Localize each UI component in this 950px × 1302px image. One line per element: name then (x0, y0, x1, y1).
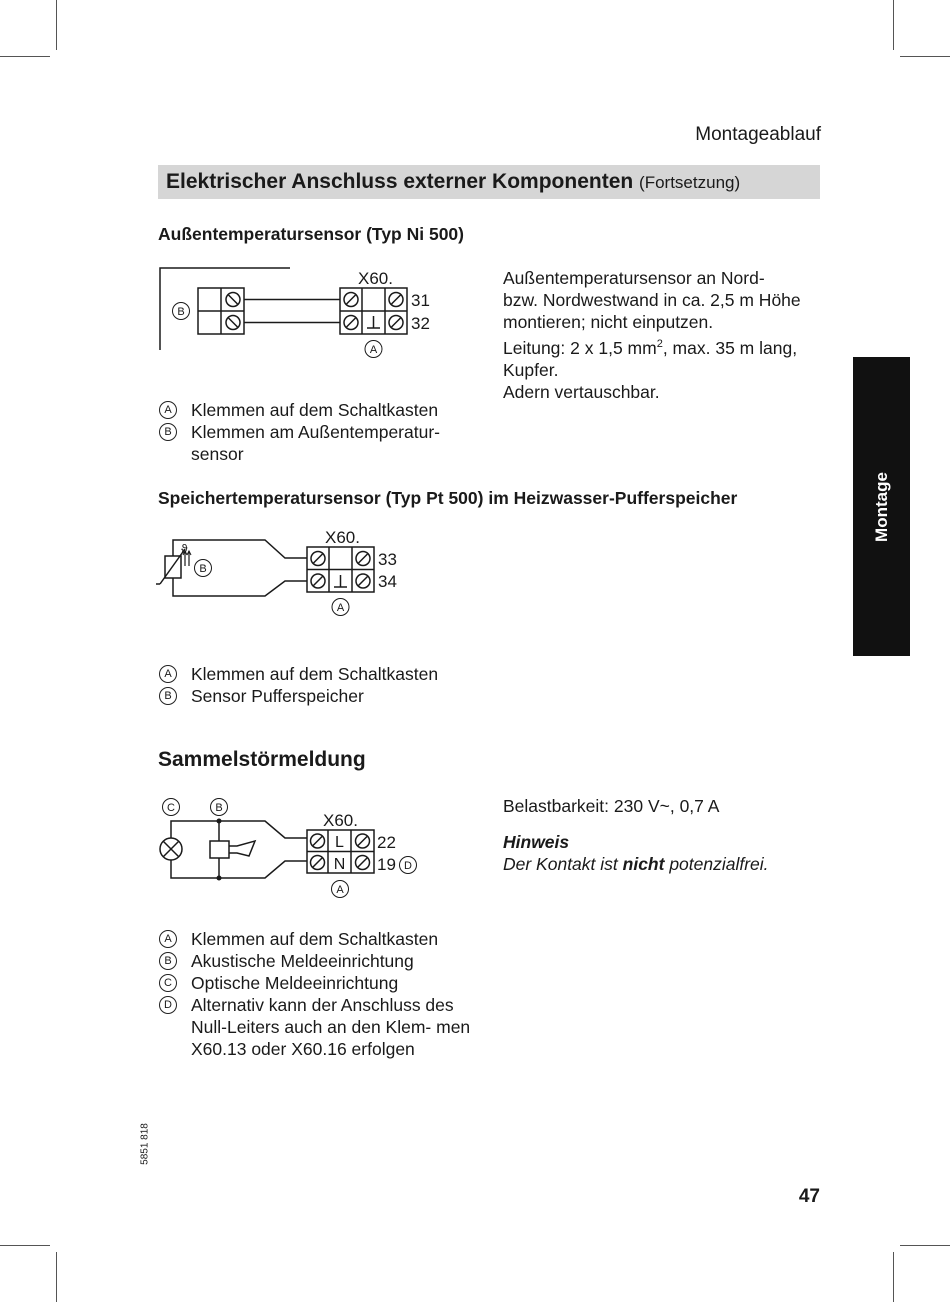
fault-marker-b: B (215, 802, 223, 814)
buffer-sensor-heading: Speichertemperatursensor (Typ Pt 500) im Heizwasser-Pufferspeicher (158, 488, 738, 508)
cable-spec-superscript: 2 (656, 338, 663, 350)
legend-text: Alternativ kann der Anschluss des Null-Leiters auch an den Klem- men X60.13 oder X60.16 erfolgen (191, 995, 471, 1059)
note-text-emphasis: nicht (622, 854, 665, 874)
cable-spec-text: Leitung: 2 x 1,5 mm (503, 337, 657, 358)
fault-marker-a: A (336, 884, 344, 896)
legend-text: Optische Meldeeinrichtung (191, 973, 399, 993)
note-text-after: potenzialfrei. (664, 854, 769, 874)
legend-marker: A (159, 665, 177, 683)
fault-signal-legend (158, 928, 488, 1060)
legend-marker: B (159, 952, 177, 970)
legend-text: Klemmen auf dem Schaltkasten (191, 664, 439, 684)
running-header: Montageablauf (695, 124, 821, 145)
legend-item (158, 950, 488, 972)
outdoor-desc-line: montieren; nicht einputzen. (503, 312, 714, 332)
side-tab-montage (853, 357, 910, 656)
buffer-sensor-wiring-diagram (155, 526, 415, 626)
crop-mark (900, 56, 950, 57)
crop-mark (900, 1245, 950, 1246)
buffer-marker-b: B (199, 563, 207, 575)
crop-mark (0, 1245, 50, 1246)
legend-marker: B (159, 687, 177, 705)
outdoor-desc-cable-line (503, 333, 833, 359)
legend-item (158, 663, 488, 685)
outdoor-desc-line: Kupfer. (503, 359, 559, 380)
legend-text: Sensor Pufferspeicher (191, 686, 364, 706)
pin-letter-n: N (333, 856, 346, 873)
buffer-sensor-legend (158, 663, 488, 707)
buffer-marker-a: A (336, 602, 345, 614)
legend-marker: D (159, 996, 177, 1014)
fault-signal-heading: Sammelstörmeldung (158, 748, 366, 771)
fault-signal-wiring-diagram (155, 795, 430, 905)
outdoor-marker-a: A (369, 344, 378, 356)
document-number: 5851 818 (139, 1123, 151, 1165)
outdoor-sensor-description (503, 267, 833, 403)
cable-spec-length: , max. 35 m lang, (662, 337, 798, 358)
section-title-bar (158, 165, 820, 199)
outdoor-terminal-label: X60. (358, 269, 393, 288)
legend-item (158, 928, 488, 950)
legend-item (158, 994, 488, 1060)
legend-text: Akustische Meldeeinrichtung (191, 951, 414, 971)
legend-text: Klemmen auf dem Schaltkasten (191, 400, 439, 420)
legend-marker: C (159, 974, 177, 992)
load-rating: Belastbarkeit: 230 V~, 0,7 A (503, 796, 720, 816)
fault-terminal-label: X60. (323, 811, 358, 830)
legend-text: Klemmen am Außentemperatur- sensor (191, 422, 440, 464)
fault-marker-d: D (404, 860, 412, 872)
crop-mark (893, 1252, 894, 1302)
fault-signal-info (503, 795, 833, 875)
page-number: 47 (798, 1186, 820, 1207)
fault-terminal-22: 22 (377, 833, 396, 852)
note-title: Hinweis (503, 832, 570, 852)
legend-item (158, 399, 488, 421)
outdoor-sensor-heading: Außentemperatursensor (Typ Ni 500) (158, 224, 464, 244)
outdoor-sensor-legend (158, 399, 488, 465)
outdoor-terminal-32: 32 (411, 314, 430, 333)
outdoor-sensor-wiring-diagram (155, 262, 435, 362)
outdoor-desc-line: bzw. Nordwestwand in ca. 2,5 m Höhe (503, 290, 801, 310)
buffer-terminal-34: 34 (378, 572, 397, 591)
legend-marker: A (159, 401, 177, 419)
legend-item (158, 685, 488, 707)
legend-text: Klemmen auf dem Schaltkasten (191, 929, 439, 949)
spacer (503, 817, 833, 831)
buffer-terminal-label: X60. (325, 528, 360, 547)
note-text-before: Der Kontakt ist (503, 854, 623, 874)
section-title (166, 170, 740, 194)
junction-dot (217, 819, 222, 824)
note-text (503, 853, 833, 875)
outdoor-marker-b: B (177, 306, 185, 318)
outdoor-terminal-31: 31 (411, 291, 430, 310)
crop-mark (893, 0, 894, 50)
section-title-continuation: (Fortsetzung) (639, 173, 741, 192)
legend-item (158, 421, 488, 465)
side-tab-label: Montage (871, 471, 891, 542)
legend-marker: B (159, 423, 177, 441)
fault-terminal-19: 19 (377, 855, 396, 874)
outdoor-desc-line: Adern vertauschbar. (503, 381, 660, 402)
legend-item (158, 972, 488, 994)
fault-marker-c: C (167, 802, 175, 814)
temperature-symbol: ϑ (181, 542, 188, 556)
junction-dot (217, 876, 222, 881)
outdoor-desc-line: Außentemperatursensor an Nord- (503, 268, 765, 288)
crop-mark (0, 56, 50, 57)
crop-mark (56, 1252, 57, 1302)
crop-mark (56, 0, 57, 50)
buffer-terminal-33: 33 (378, 550, 397, 569)
pin-letter-l: L (335, 834, 344, 851)
legend-marker: A (159, 930, 177, 948)
section-title-text: Elektrischer Anschluss externer Komponenten (166, 170, 634, 193)
